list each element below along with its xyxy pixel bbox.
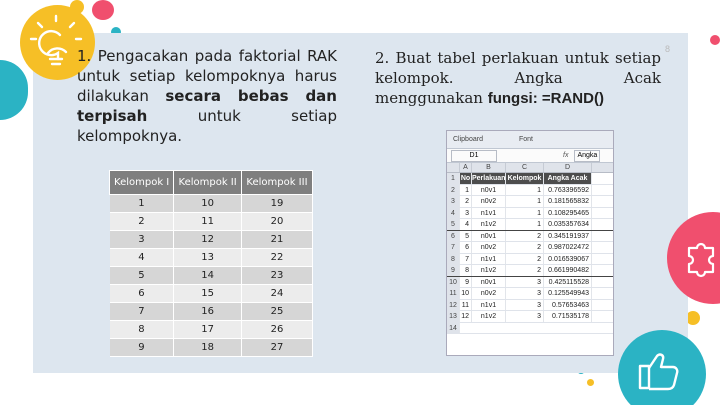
sheet-row bbox=[447, 323, 613, 335]
thumbs-up-icon bbox=[618, 330, 706, 405]
sheet-cell: 0.125549943 bbox=[544, 288, 592, 299]
decor-dot bbox=[92, 0, 114, 20]
sheet-cell: n0v1 bbox=[472, 185, 506, 196]
table-cell: 6 bbox=[110, 285, 174, 303]
sheet-cell: 1 bbox=[506, 196, 544, 207]
sheet-cell: 0.661990482 bbox=[544, 265, 592, 276]
table-row bbox=[110, 321, 313, 339]
excel-ribbon bbox=[447, 131, 613, 149]
corner-cell bbox=[447, 163, 460, 172]
table-cell: 19 bbox=[241, 195, 312, 213]
table-cell: 14 bbox=[174, 267, 242, 285]
table-row bbox=[110, 231, 313, 249]
sheet-cell: 3 bbox=[506, 311, 544, 322]
row-number: 4 bbox=[447, 208, 460, 219]
step2-main: 2. Buat tabel perlakuan untuk setiap kelompok. Angka Acak menggunakan bbox=[375, 49, 661, 107]
sheet-row bbox=[447, 208, 613, 220]
sheet-cell: 9 bbox=[460, 277, 472, 288]
row-number: 12 bbox=[447, 300, 460, 311]
row-number: 3 bbox=[447, 196, 460, 207]
row-number: 2 bbox=[447, 185, 460, 196]
sheet-cell: 5 bbox=[460, 231, 472, 242]
row-number: 11 bbox=[447, 288, 460, 299]
sheet-row bbox=[447, 254, 613, 266]
sheet-cell: n0v1 bbox=[472, 277, 506, 288]
sheet-cell: 2 bbox=[506, 254, 544, 265]
sheet-cell: n0v2 bbox=[472, 196, 506, 207]
column-letter: D bbox=[544, 163, 592, 172]
row-number: 10 bbox=[447, 277, 460, 288]
row-number: 6 bbox=[447, 231, 460, 242]
group-table-header: Kelompok I bbox=[110, 171, 174, 195]
column-headers bbox=[447, 163, 613, 173]
decor-dot bbox=[587, 379, 594, 386]
sheet-cell: 12 bbox=[460, 311, 472, 322]
formula-bar bbox=[447, 149, 613, 163]
table-cell: 25 bbox=[241, 303, 312, 321]
sheet-cell: 1 bbox=[460, 185, 472, 196]
sheet-cell: 7 bbox=[460, 254, 472, 265]
name-box: D1 bbox=[451, 150, 497, 162]
sheet-cell: 0.987022472 bbox=[544, 242, 592, 253]
sheet-row bbox=[447, 231, 613, 243]
row-number: 13 bbox=[447, 311, 460, 322]
step1-bold: secara bebas dan terpisah bbox=[77, 87, 337, 125]
puzzle-icon bbox=[667, 212, 720, 304]
sheet-cell: n0v2 bbox=[472, 288, 506, 299]
sheet-cell: 0.016539067 bbox=[544, 254, 592, 265]
column-letter: B bbox=[472, 163, 506, 172]
sheet-cell: n0v1 bbox=[472, 231, 506, 242]
sheet-row bbox=[447, 242, 613, 254]
step2-bold: fungsi: =RAND() bbox=[487, 90, 604, 107]
sheet-cell: 3 bbox=[460, 208, 472, 219]
table-row bbox=[110, 249, 313, 267]
row-number: 9 bbox=[447, 265, 460, 276]
table-cell: 26 bbox=[241, 321, 312, 339]
sheet-cell: 0.035357634 bbox=[544, 219, 592, 230]
sheet-cell: 6 bbox=[460, 242, 472, 253]
sheet-cell: 3 bbox=[506, 300, 544, 311]
step2-text bbox=[375, 48, 661, 109]
table-cell: 3 bbox=[110, 231, 174, 249]
formula-value: Angka bbox=[574, 150, 600, 162]
table-cell: 4 bbox=[110, 249, 174, 267]
step1-intro: 1. Pengacakan pada faktorial RAK untuk setiap kelompoknya harus dilakukan bbox=[77, 47, 337, 105]
table-cell: 15 bbox=[174, 285, 242, 303]
sheet-row bbox=[447, 277, 613, 289]
sheet-row bbox=[447, 300, 613, 312]
sheet-body bbox=[447, 185, 613, 323]
table-cell: 5 bbox=[110, 267, 174, 285]
table-cell: 20 bbox=[241, 213, 312, 231]
table-cell: 1 bbox=[110, 195, 174, 213]
table-cell: 9 bbox=[110, 339, 174, 357]
header-cell: Perlakuan bbox=[472, 175, 506, 182]
group-table bbox=[109, 170, 313, 357]
header-cell: Angka Acak bbox=[544, 173, 592, 184]
table-cell: 10 bbox=[174, 195, 242, 213]
table-row bbox=[110, 267, 313, 285]
sheet-cell: 1 bbox=[506, 208, 544, 219]
sheet-cell: 2 bbox=[506, 231, 544, 242]
step1-text bbox=[77, 46, 337, 146]
table-cell: 16 bbox=[174, 303, 242, 321]
sheet-cell: n1v2 bbox=[472, 219, 506, 230]
sheet-cell: n1v1 bbox=[472, 254, 506, 265]
thumbs-up-badge bbox=[618, 330, 706, 405]
sheet-cell: 0.425115528 bbox=[544, 277, 592, 288]
sheet-cell: 1 bbox=[506, 185, 544, 196]
sheet-cell: 3 bbox=[506, 277, 544, 288]
sheet-cell: 0.345191937 bbox=[544, 231, 592, 242]
sheet-row bbox=[447, 219, 613, 231]
table-cell: 18 bbox=[174, 339, 242, 357]
sheet-header-row bbox=[447, 173, 613, 185]
sheet-cell: 0.57653463 bbox=[544, 300, 592, 311]
table-cell: 12 bbox=[174, 231, 242, 249]
sheet-cell: 0.71535178 bbox=[544, 311, 592, 322]
sheet-cell: n1v1 bbox=[472, 300, 506, 311]
sheet-cell: 4 bbox=[460, 219, 472, 230]
row-number: 14 bbox=[447, 323, 460, 334]
sheet-cell: n1v1 bbox=[472, 208, 506, 219]
sheet-cell: 1 bbox=[506, 219, 544, 230]
sheet-cell: 0.108295465 bbox=[544, 208, 592, 219]
row-number: 8 bbox=[447, 254, 460, 265]
column-letter: C bbox=[506, 163, 544, 172]
table-cell: 23 bbox=[241, 267, 312, 285]
row-number: 5 bbox=[447, 219, 460, 230]
table-row bbox=[110, 213, 313, 231]
table-cell: 11 bbox=[174, 213, 242, 231]
sheet-row bbox=[447, 265, 613, 277]
table-cell: 8 bbox=[110, 321, 174, 339]
sheet-row bbox=[447, 288, 613, 300]
sheet-cell: 10 bbox=[460, 288, 472, 299]
table-cell: 17 bbox=[174, 321, 242, 339]
group-table-header: Kelompok II bbox=[174, 171, 242, 195]
fx-icon: fx bbox=[563, 152, 569, 159]
table-cell: 24 bbox=[241, 285, 312, 303]
row-number: 1 bbox=[447, 173, 460, 184]
table-cell: 2 bbox=[110, 213, 174, 231]
step1-end: untuk setiap kelompoknya. bbox=[77, 107, 337, 145]
group-table-header: Kelompok III bbox=[241, 171, 312, 195]
sheet-cell: 0.181565832 bbox=[544, 196, 592, 207]
row-number: 7 bbox=[447, 242, 460, 253]
sheet-cell: n0v2 bbox=[472, 242, 506, 253]
sheet-cell: 2 bbox=[460, 196, 472, 207]
sheet-row bbox=[447, 196, 613, 208]
sheet-row bbox=[447, 185, 613, 197]
table-row bbox=[110, 339, 313, 357]
decor-dot bbox=[686, 311, 700, 325]
table-row bbox=[110, 303, 313, 321]
puzzle-badge bbox=[667, 212, 720, 304]
table-cell: 7 bbox=[110, 303, 174, 321]
table-cell: 13 bbox=[174, 249, 242, 267]
sheet-cell: 2 bbox=[506, 242, 544, 253]
sheet-cell: n1v2 bbox=[472, 265, 506, 276]
table-row bbox=[110, 195, 313, 213]
table-row bbox=[110, 285, 313, 303]
sheet-cell: 0.763396592 bbox=[544, 185, 592, 196]
ribbon-group-clipboard: Clipboard bbox=[453, 136, 483, 143]
page-number: 8 bbox=[665, 44, 671, 54]
excel-screenshot bbox=[446, 130, 614, 356]
decor-dot bbox=[710, 35, 720, 45]
sheet-cell: 11 bbox=[460, 300, 472, 311]
table-cell: 21 bbox=[241, 231, 312, 249]
table-cell: 22 bbox=[241, 249, 312, 267]
sheet-cell: 8 bbox=[460, 265, 472, 276]
ribbon-group-font: Font bbox=[518, 136, 533, 143]
header-cell: No bbox=[460, 175, 471, 182]
sheet-cell: 2 bbox=[506, 265, 544, 276]
sheet-cell: n1v2 bbox=[472, 311, 506, 322]
sheet-row bbox=[447, 311, 613, 323]
column-letter: A bbox=[460, 163, 472, 172]
sheet-cell: 3 bbox=[506, 288, 544, 299]
header-cell: Kelompok bbox=[506, 173, 544, 184]
table-cell: 27 bbox=[241, 339, 312, 357]
